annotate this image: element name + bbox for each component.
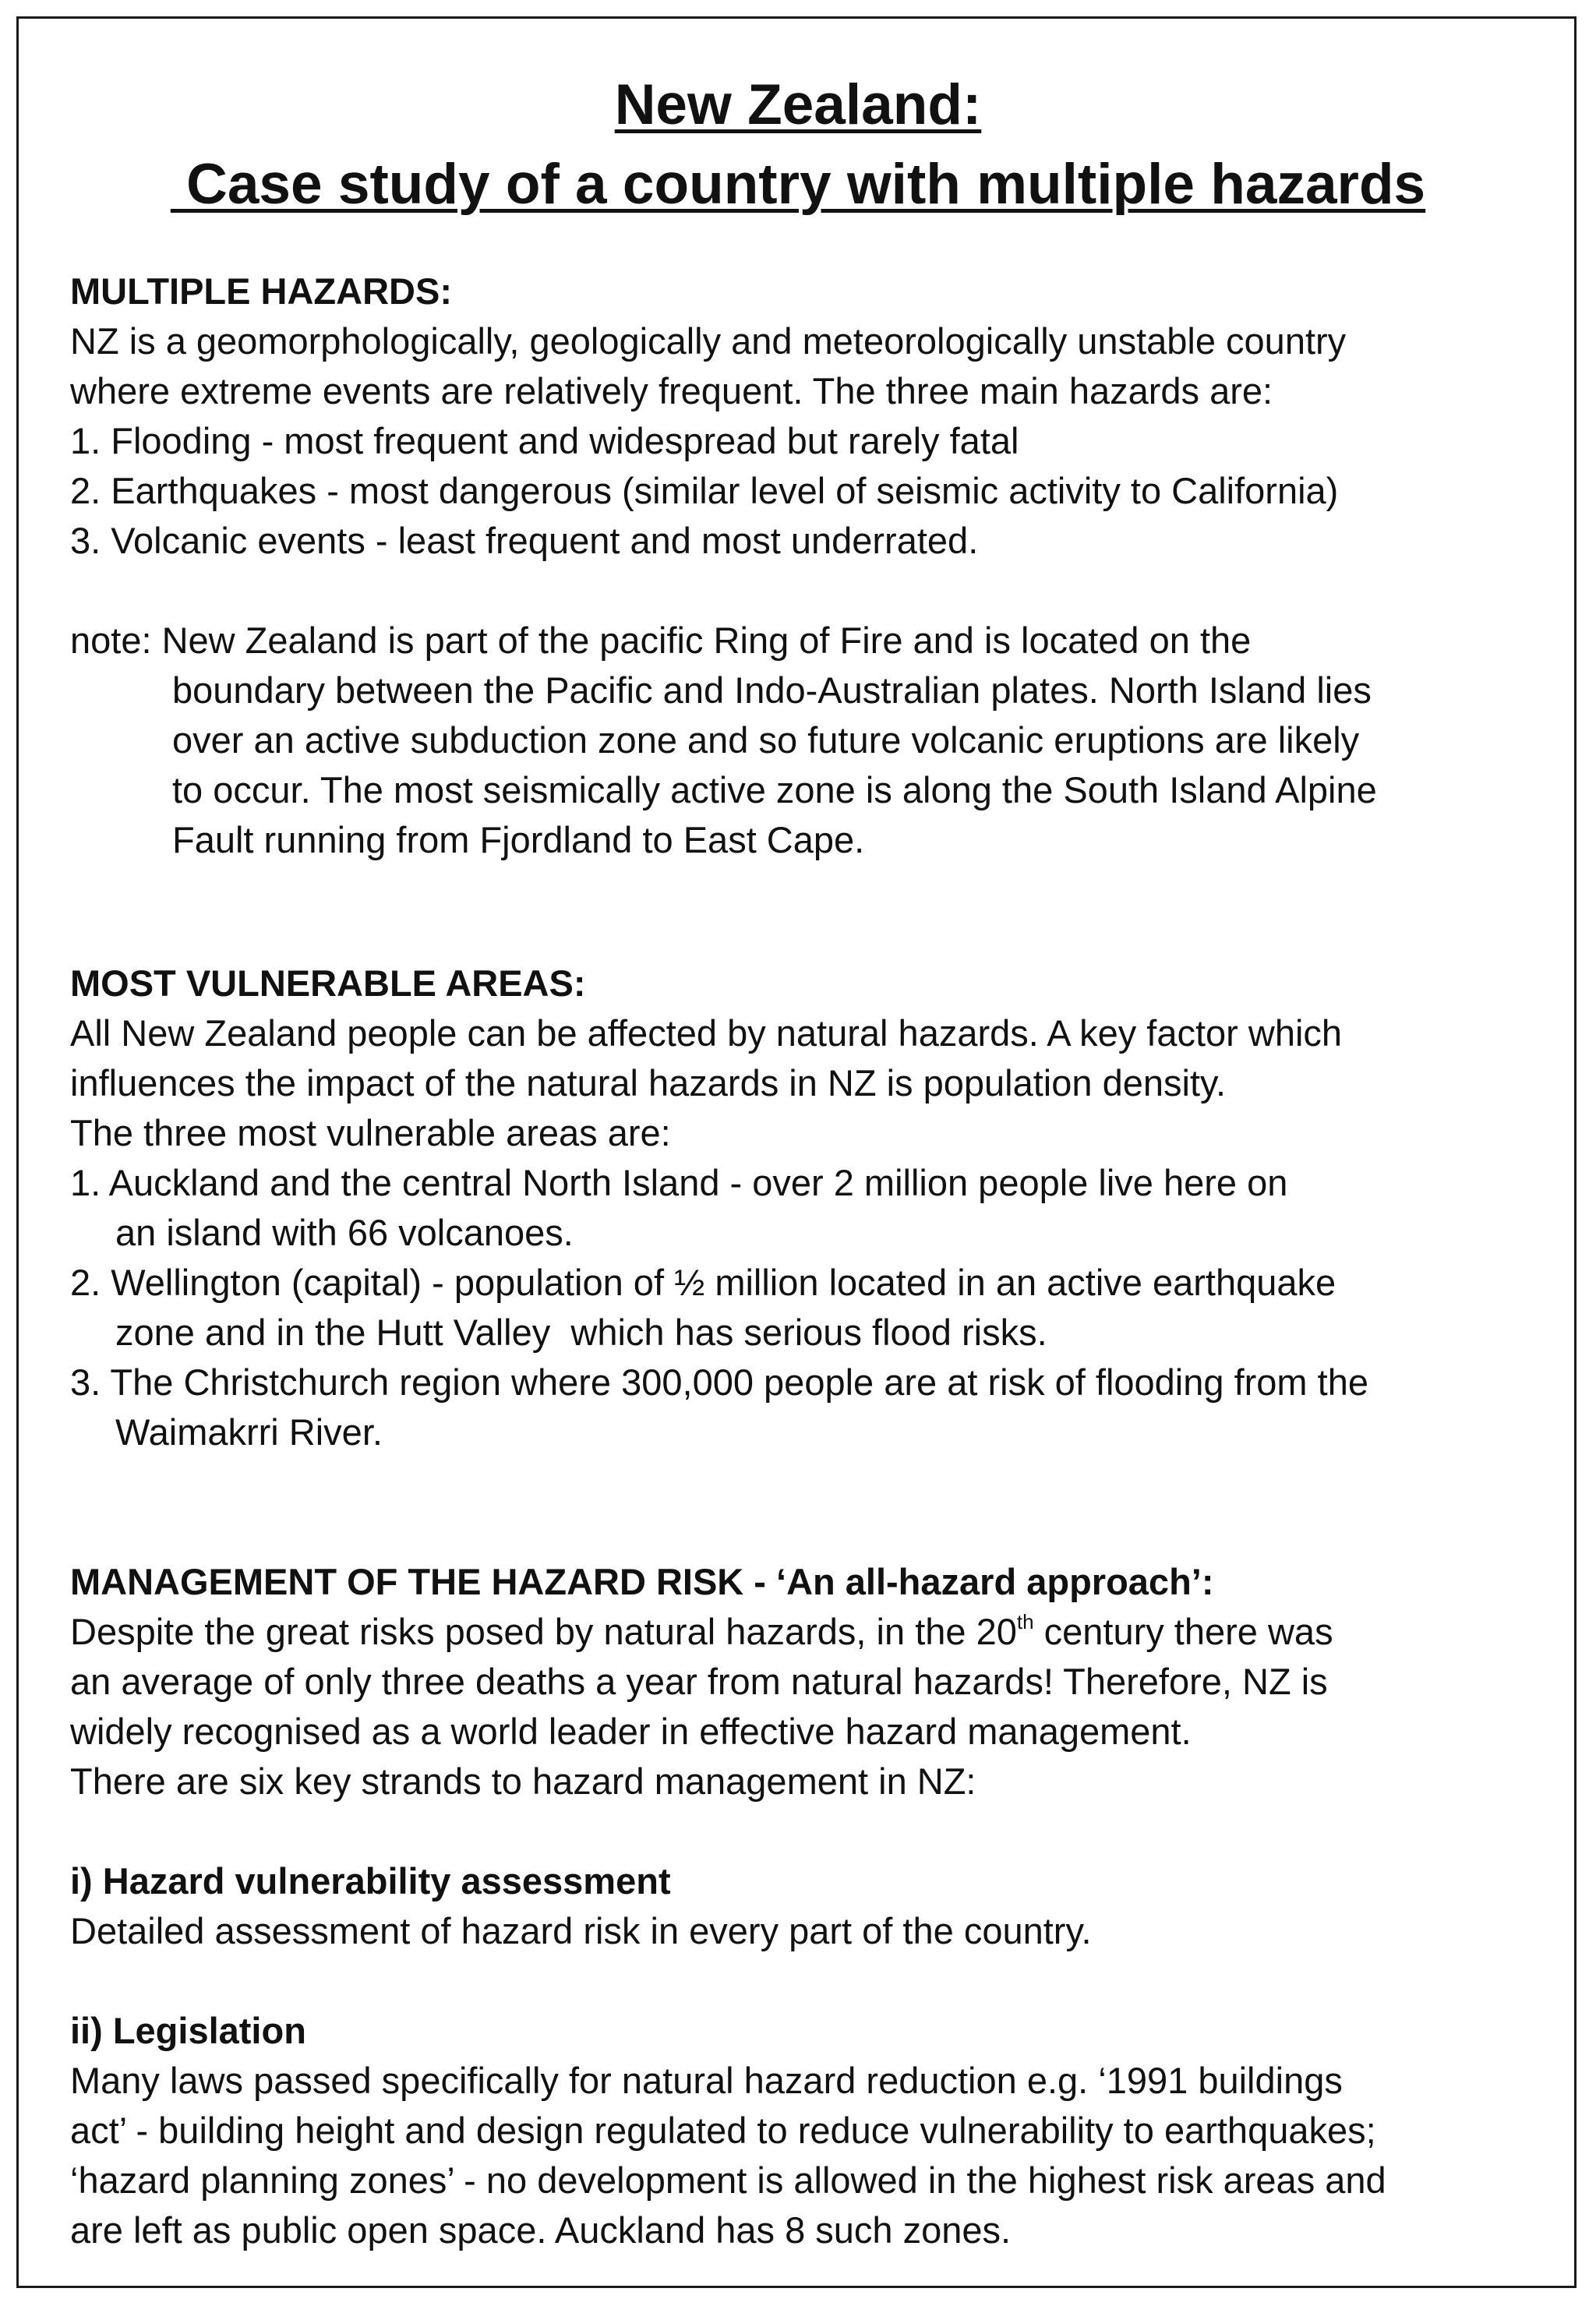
paragraph-line: where extreme events are relatively frequent. The three main hazards are: <box>70 370 1273 411</box>
note-line: to occur. The most seismically active zone is along the South Island Alpine <box>172 769 1377 810</box>
paragraph-line: Detailed assessment of hazard risk in every part of the country. <box>70 1910 1092 1951</box>
note-line: Fault running from Fjordland to East Cape. <box>172 819 865 860</box>
note-label: note: <box>70 620 162 661</box>
paragraph-line: There are six key strands to hazard management in NZ: <box>70 1760 976 1802</box>
paragraph-line: NZ is a geomorphologically, geologically and meteorologically unstable country <box>70 320 1347 362</box>
ordinal-suffix: th <box>1016 1610 1034 1633</box>
note-line <box>70 622 1251 659</box>
list-item: 1. Flooding - most frequent and widespread but rarely fatal <box>70 420 1019 461</box>
paragraph-text: century there was <box>1033 1611 1333 1652</box>
paragraph-line: All New Zealand people can be affected by natural hazards. A key factor which <box>70 1012 1343 1054</box>
paragraph-line: are left as public open space. Auckland has 8 such zones. <box>70 2209 1012 2251</box>
paragraph-line: ‘hazard planning zones’ - no development is allowed in the highest risk areas and <box>70 2159 1386 2201</box>
list-item-continuation: zone and in the Hutt Valley which has serious flood risks. <box>115 1312 1047 1353</box>
paragraph-line: The three most vulnerable areas are: <box>70 1112 671 1153</box>
section-heading-management: MANAGEMENT OF THE HAZARD RISK - ‘An all-hazard approach’: <box>70 1561 1214 1602</box>
list-item: 1. Auckland and the central North Island - over 2 million people live here on <box>70 1162 1288 1203</box>
list-item: 3. Volcanic events - least frequent and most underrated. <box>70 520 979 561</box>
paragraph-line: widely recognised as a world leader in effective hazard management. <box>70 1711 1192 1752</box>
list-item-continuation: an island with 66 volcanoes. <box>115 1212 574 1253</box>
subheading-hazard-vulnerability-assessment: i) Hazard vulnerability assessment <box>70 1860 671 1902</box>
page-subtitle: Case study of a country with multiple hazards <box>170 153 1426 216</box>
list-item: 2. Earthquakes - most dangerous (similar level of seismic activity to California) <box>70 470 1339 511</box>
section-heading-vulnerable-areas: MOST VULNERABLE AREAS: <box>70 962 586 1004</box>
paragraph-line <box>70 1610 1333 1652</box>
paragraph-line: Many laws passed specifically for natural hazard reduction e.g. ‘1991 buildings <box>70 2060 1343 2101</box>
paragraph-line: act’ - building height and design regulated to reduce vulnerability to earthquakes; <box>70 2110 1376 2151</box>
list-item-continuation: Waimakrri River. <box>115 1411 383 1453</box>
list-item: 2. Wellington (capital) - population of ½ million located in an active earthquake <box>70 1262 1336 1303</box>
list-item: 3. The Christchurch region where 300,000 people are at risk of flooding from the <box>70 1361 1368 1403</box>
page-title: New Zealand: <box>614 73 982 136</box>
note-text: New Zealand is part of the pacific Ring of Fire and is located on the <box>161 620 1252 661</box>
note-line: boundary between the Pacific and Indo-Australian plates. North Island lies <box>172 669 1372 711</box>
section-heading-multiple-hazards: MULTIPLE HAZARDS: <box>70 270 452 312</box>
subheading-legislation: ii) Legislation <box>70 2010 306 2051</box>
note-line: over an active subduction zone and so future volcanic eruptions are likely <box>172 719 1360 761</box>
paragraph-line: an average of only three deaths a year from natural hazards! Therefore, NZ is <box>70 1661 1328 1702</box>
paragraph-line: influences the impact of the natural hazards in NZ is population density. <box>70 1062 1227 1104</box>
paragraph-text: Despite the great risks posed by natural hazards, in the 20 <box>70 1611 1017 1652</box>
